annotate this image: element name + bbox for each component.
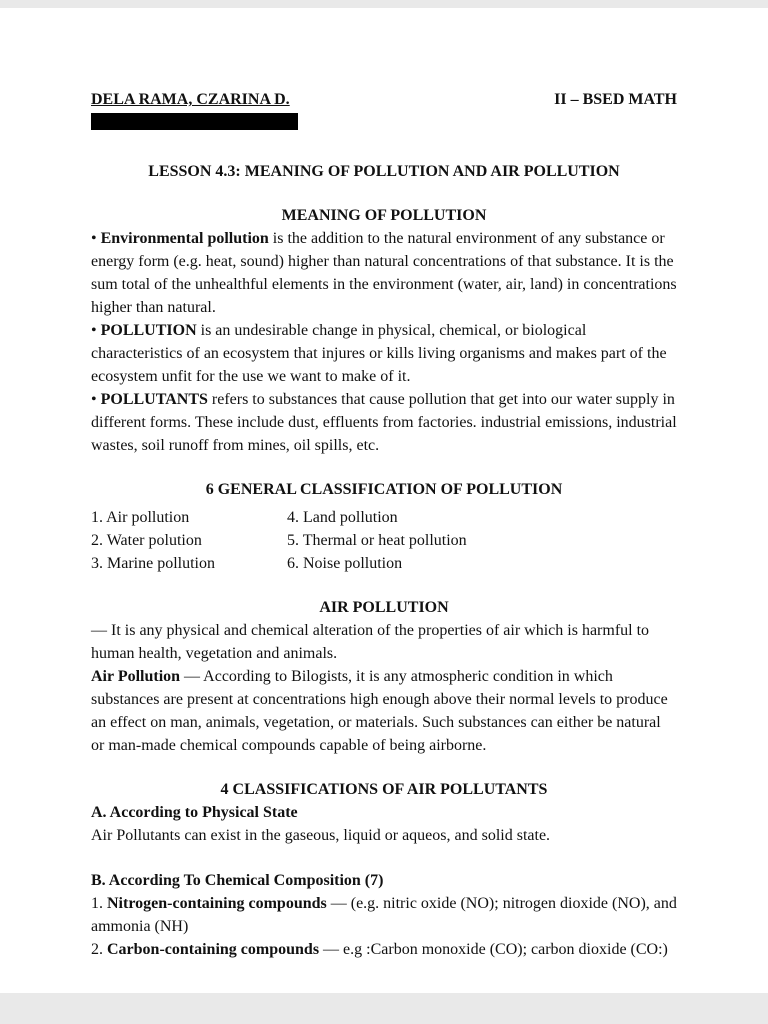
paragraph-pollutants	[91, 388, 677, 457]
paragraph-text: — According to Bilogists, it is any atmospheric condition in which substances are present at concentrations high enough above their normal levels to produce an effect on man, animals, vegetation, or materials. Such substances can either be natural or man-made chemical compounds capable of being airborne.	[91, 668, 668, 754]
redaction-bar	[91, 113, 298, 130]
subheading-chemical-composition: B. According To Chemical Composition (7)	[91, 872, 384, 889]
paragraph-air-pollution-definition: — It is any physical and chemical alteration of the properties of air which is harmful to human health, vegetation and animals.	[91, 622, 650, 662]
bullet-marker: •	[91, 322, 101, 339]
paragraph-text: refers to substances that cause pollution that get into our water supply in different forms. These include dust, effluents from factories. industrial emissions, industrial wastes, soil runoff from mines, oil spills, etc.	[91, 391, 677, 454]
paragraph-pollution	[91, 319, 677, 388]
item-number: 2.	[91, 941, 107, 958]
list-item-carbon-compounds	[91, 938, 677, 961]
section-heading-general-classification: 6 GENERAL CLASSIFICATION OF POLLUTION	[205, 481, 563, 498]
list-item-land-pollution: 4. Land pollution	[287, 509, 398, 526]
bullet-marker: •	[91, 391, 101, 408]
paragraph-text: is the addition to the natural environment of any substance or energy form (e.g. heat, sound) higher than natural concentrations of that substance. It is the sum total of the unhealthful elements in the environment (water, air, land) in concentrations higher than natural.	[91, 230, 677, 316]
item-number: 1.	[91, 895, 107, 912]
pollution-type-list	[91, 506, 677, 575]
term-pollution: POLLUTION	[100, 322, 197, 339]
document-page	[0, 8, 768, 993]
section-heading-air-pollution: AIR POLLUTION	[319, 599, 449, 616]
paragraph-physical-state: Air Pollutants can exist in the gaseous, liquid or aqueos, and solid state.	[91, 827, 551, 844]
section-heading-classifications-air-pollutants: 4 CLASSIFICATIONS OF AIR POLLUTANTS	[220, 781, 548, 798]
list-item-thermal-pollution: 5. Thermal or heat pollution	[287, 532, 467, 549]
pollution-list-left-column	[91, 506, 287, 575]
term-carbon-compounds: Carbon-containing compounds	[107, 941, 320, 958]
list-item-marine-pollution: 3. Marine pollution	[91, 555, 215, 572]
term-pollutants: POLLUTANTS	[100, 391, 208, 408]
term-air-pollution: Air Pollution	[91, 668, 181, 685]
class-section-label: II – BSED MATH	[554, 91, 677, 108]
student-name: DELA RAMA, CZARINA D.	[91, 91, 290, 108]
term-environmental-pollution: Environmental pollution	[100, 230, 269, 247]
page-content	[0, 8, 768, 961]
pollution-list-right-column	[287, 506, 677, 575]
paragraph-text: — e.g :Carbon monoxide (CO); carbon dioxide (CO:)	[319, 941, 668, 958]
paragraph-air-pollution-biologists	[91, 665, 677, 757]
paragraph-environmental-pollution	[91, 227, 677, 319]
list-item-water-pollution: 2. Water polution	[91, 532, 202, 549]
paragraph-text: — (e.g. nitric oxide (NO); nitrogen dioxide (NO), and ammonia (NH)	[91, 895, 677, 935]
page-header	[91, 90, 677, 110]
term-nitrogen-compounds: Nitrogen-containing compounds	[107, 895, 327, 912]
list-item-nitrogen-compounds	[91, 892, 677, 938]
section-heading-meaning-of-pollution: MEANING OF POLLUTION	[281, 207, 487, 224]
list-item-noise-pollution: 6. Noise pollution	[287, 555, 403, 572]
lesson-title: LESSON 4.3: MEANING OF POLLUTION AND AIR POLLUTION	[148, 163, 620, 180]
subheading-physical-state: A. According to Physical State	[91, 804, 298, 821]
list-item-air-pollution: 1. Air pollution	[91, 509, 190, 526]
paragraph-text: is an undesirable change in physical, chemical, or biological characteristics of an ecosystem that injures or kills living organisms and makes part of the ecosystem unfit for the use we want to make of it.	[91, 322, 667, 385]
bullet-marker: •	[91, 230, 101, 247]
